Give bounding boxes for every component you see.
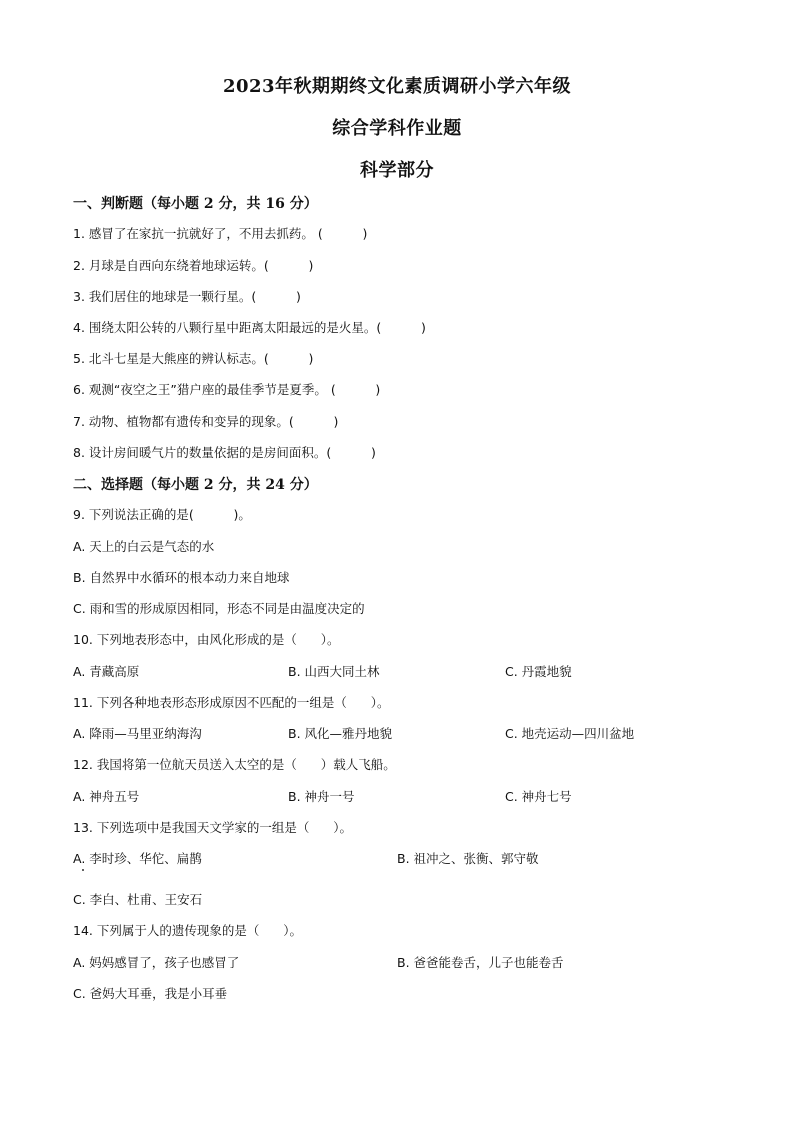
question-12-option-b: B. 神舟一号 (288, 789, 355, 804)
page-subtitle: 综合学科作业题 (332, 118, 462, 139)
question-9-option-b: B. 自然界中水循环的根本动力来自地球 (73, 570, 290, 585)
question-11-stem: 11. 下列各种地表形态形成原因不匹配的一组是（ ）。 (73, 695, 390, 710)
question-9-stem: 9. 下列说法正确的是( )。 (73, 507, 251, 522)
question-13-option-c: C. 李白、杜甫、王安石 (73, 892, 203, 907)
question-11-option-b: B. 风化—雅丹地貌 (288, 726, 393, 741)
question-10-option-b: B. 山西大同土林 (288, 664, 380, 679)
question-10-option-c: C. 丹霞地貌 (505, 664, 572, 679)
question-10-stem: 10. 下列地表形态中，由风化形成的是（ ）。 (73, 632, 340, 647)
question-2: 2. 月球是自西向东绕着地球运转。( ) (73, 258, 314, 273)
question-12-option-c: C. 神舟七号 (505, 789, 572, 804)
question-1: 1. 感冒了在家抗一抗就好了，不用去抓药。 ( ) (73, 226, 368, 241)
stray-dot (82, 869, 84, 871)
question-4: 4. 围绕太阳公转的八颗行星中距离太阳最远的是火星。( ) (73, 320, 426, 335)
question-14-option-a: A. 妈妈感冒了，孩子也感冒了 (73, 955, 240, 970)
question-9-option-c: C. 雨和雪的形成原因相同，形态不同是由温度决定的 (73, 601, 365, 616)
question-12-option-a: A. 神舟五号 (73, 789, 140, 804)
question-14-option-c: C. 爸妈大耳垂，我是小耳垂 (73, 986, 228, 1001)
question-13-option-b: B. 祖冲之、张衡、郭守敬 (397, 851, 539, 866)
question-11-option-a: A. 降雨—马里亚纳海沟 (73, 726, 202, 741)
question-3: 3. 我们居住的地球是一颗行星。( ) (73, 289, 301, 304)
question-8: 8. 设计房间暖气片的数量依据的是房间面积。( ) (73, 445, 376, 460)
question-5: 5. 北斗七星是大熊座的辨认标志。( ) (73, 351, 314, 366)
question-14-stem: 14. 下列属于人的遗传现象的是（ ）。 (73, 923, 302, 938)
question-13-option-a: A. 李时珍、华佗、扁鹊 (73, 851, 202, 866)
section-title: 科学部分 (360, 160, 434, 181)
question-12-stem: 12. 我国将第一位航天员送入太空的是（ ）载人飞船。 (73, 757, 396, 772)
question-7: 7. 动物、植物都有遗传和变异的现象。( ) (73, 414, 339, 429)
question-14-option-b: B. 爸爸能卷舌，儿子也能卷舌 (397, 955, 564, 970)
question-9-option-a: A. 天上的白云是气态的水 (73, 539, 215, 554)
page-title: 2023年秋期期终文化素质调研小学六年级 (222, 76, 572, 97)
question-13-stem: 13. 下列选项中是我国天文学家的一组是（ ）。 (73, 820, 352, 835)
section2-heading: 二、选择题（每小题 2 分，共 24 分） (73, 477, 318, 493)
question-10-option-a: A. 青藏高原 (73, 664, 140, 679)
question-11-option-c: C. 地壳运动—四川盆地 (505, 726, 635, 741)
question-6: 6. 观测“夜空之王”猎户座的最佳季节是夏季。 ( ) (73, 382, 381, 397)
section1-heading: 一、判断题（每小题 2 分，共 16 分） (73, 196, 318, 212)
